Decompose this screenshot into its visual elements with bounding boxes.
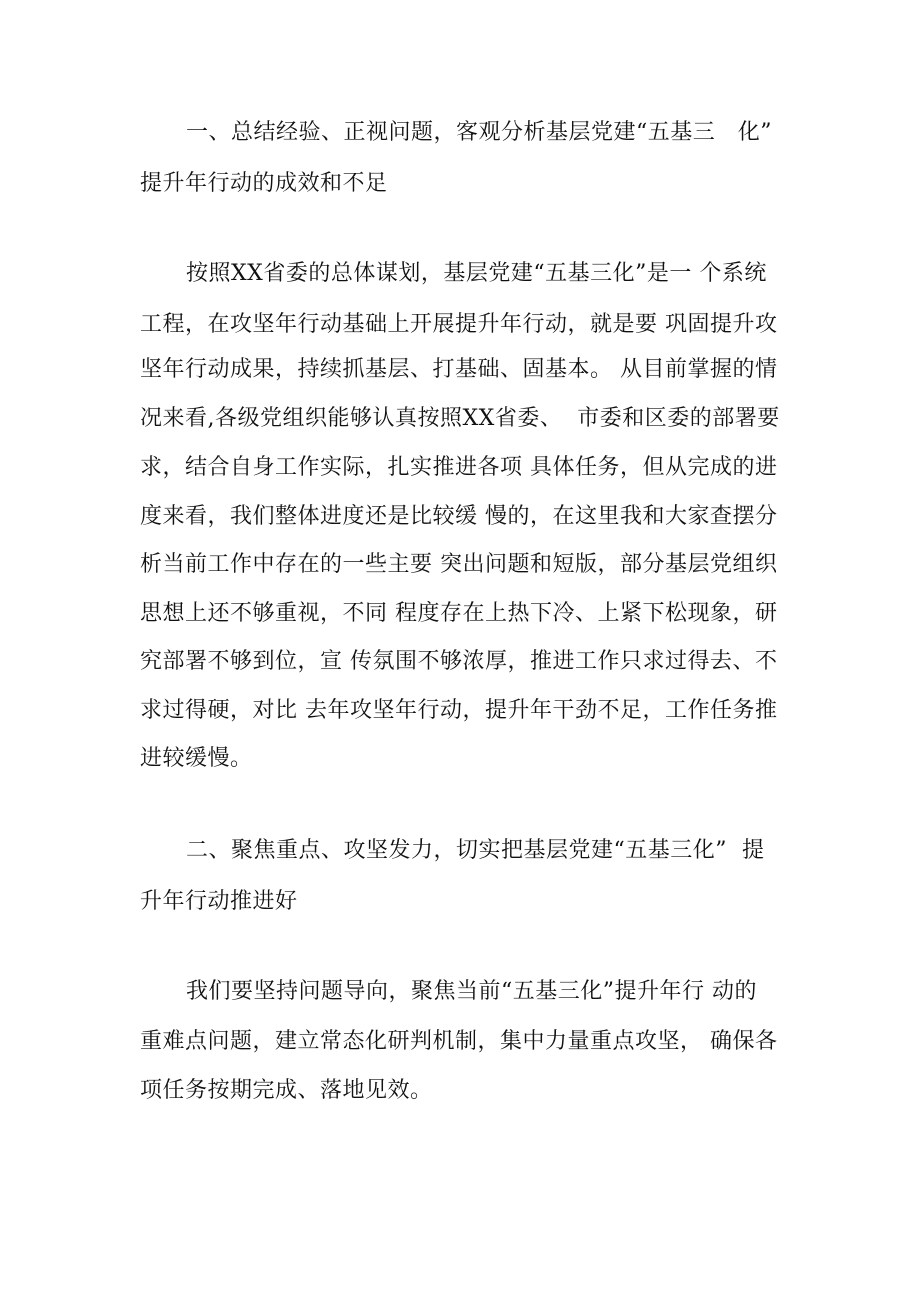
section1-body-line-8: 思想上还不够重视，不同 程度存在上热下冷、上紧下松现象，研: [140, 601, 778, 626]
section1-body-line-4: 况来看,各级党组织能够认真按照XX省委、 市委和区委的部署要: [140, 406, 780, 431]
section1-body-line-2: 工程，在攻坚年行动基础上开展提升年行动，就是要 巩固提升攻: [140, 312, 778, 337]
section1-body-line-3: 坚年行动成果，持续抓基层、打基础、固基本。 从目前掌握的情: [140, 357, 778, 382]
section2-heading-line-1: 二、聚焦重点、攻坚发力，切实把基层党建“五基三化” 提: [186, 838, 765, 863]
section1-body-line-11: 进较缓慢。: [140, 746, 253, 771]
section2-body-line-2: 重难点问题，建立常态化研判机制，集中力量重点攻坚， 确保各: [140, 1029, 778, 1054]
section1-body-line-9: 究部署不够到位，宣 传氛围不够浓厚，推进工作只求过得去、不: [140, 649, 778, 674]
section1-body-line-7: 析当前工作中存在的一些主要 突出问题和短版，部分基层党组织: [140, 552, 778, 577]
section2-body-line-1: 我们要坚持问题导向，聚焦当前“五基三化”提升年行 动的: [186, 979, 757, 1004]
section1-body-line-6: 度来看，我们整体进度还是比较缓 慢的，在这里我和大家查摆分: [140, 504, 778, 529]
section2-body-line-3: 项任务按期完成、落地见效。: [140, 1078, 433, 1103]
section1-body-line-10: 求过得硬，对比 去年攻坚年行动，提升年干劲不足，工作任务推: [140, 698, 778, 723]
section1-heading-line-1: 一、总结经验、正视问题，客观分析基层党建“五基三 化”: [186, 120, 772, 145]
section2-heading-line-2: 升年行动推进好: [140, 889, 298, 914]
section1-body-line-1: 按照XX省委的总体谋划，基层党建“五基三化”是一 个系统: [186, 261, 767, 286]
section1-body-line-5: 求，结合自身工作实际，扎实推进各项 具体任务，但从完成的进: [140, 455, 778, 480]
section1-heading-line-2: 提升年行动的成效和不足: [140, 171, 388, 196]
